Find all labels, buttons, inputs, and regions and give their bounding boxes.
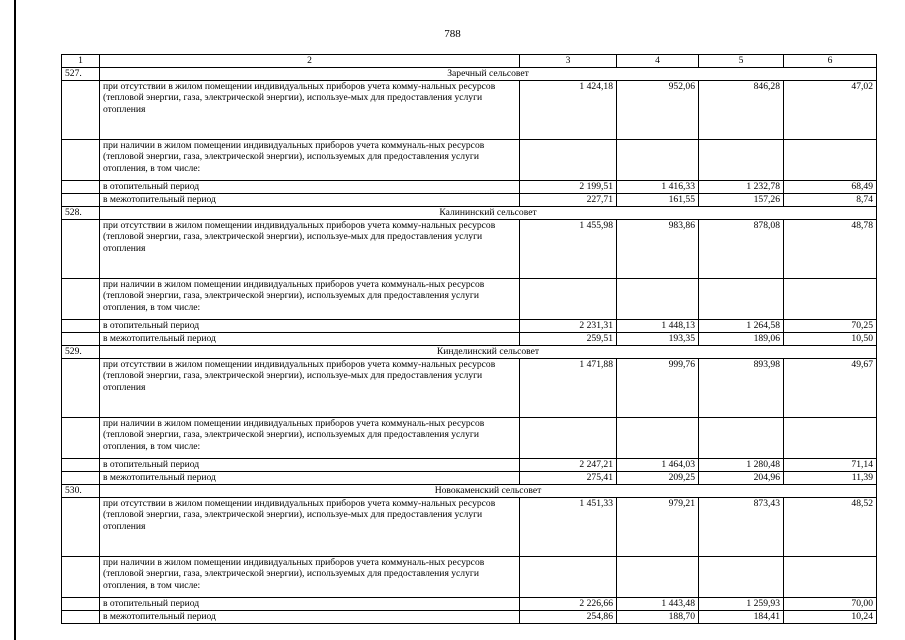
table-row (62, 498, 877, 557)
value-cell-c6: 48,52 (784, 498, 877, 557)
row-description: в межотопительный период (100, 472, 520, 485)
column-header: 5 (699, 55, 784, 68)
column-header-row (62, 55, 877, 68)
row-description: при наличии в жилом помещении индивидуальных приборов учета коммуналь-ных ресурсов (тепловой энергии, газа, электрической энергии), используемых для предоставления услуги отопления, в том числе: (100, 557, 520, 598)
value-cell-c5: 1 264,58 (699, 320, 784, 333)
value-cell-c3: 2 199,51 (520, 181, 617, 194)
value-cell-c6: 70,25 (784, 320, 877, 333)
row-description: при отсутствии в жилом помещении индивидуальных приборов учета комму-нальных ресурсов (тепловой энергии, газа, электрической энергии), используе-мых для предоставления услуги отопления (100, 359, 520, 418)
value-cell-c3 (520, 418, 617, 459)
value-cell-c3: 2 226,66 (520, 598, 617, 611)
row-description: в межотопительный период (100, 194, 520, 207)
value-cell-c4: 979,21 (617, 498, 699, 557)
value-cell-c3 (520, 557, 617, 598)
value-cell-c3: 2 247,21 (520, 459, 617, 472)
value-cell-c6 (784, 557, 877, 598)
value-cell-c4: 1 416,33 (617, 181, 699, 194)
value-cell-c6: 71,14 (784, 459, 877, 472)
tariff-table (61, 54, 877, 624)
value-cell-c6 (784, 279, 877, 320)
value-cell-c5 (699, 140, 784, 181)
value-cell-c5: 189,06 (699, 333, 784, 346)
value-cell-c6: 11,39 (784, 472, 877, 485)
empty-number-cell (62, 181, 100, 194)
column-header: 6 (784, 55, 877, 68)
empty-number-cell (62, 140, 100, 181)
empty-number-cell (62, 279, 100, 320)
value-cell-c6: 47,02 (784, 81, 877, 140)
value-cell-c3: 1 424,18 (520, 81, 617, 140)
value-cell-c5: 873,43 (699, 498, 784, 557)
value-cell-c6: 8,74 (784, 194, 877, 207)
value-cell-c5: 1 232,78 (699, 181, 784, 194)
value-cell-c5 (699, 418, 784, 459)
value-cell-c3: 1 455,98 (520, 220, 617, 279)
value-cell-c6 (784, 418, 877, 459)
value-cell-c4 (617, 279, 699, 320)
row-description: в отопительный период (100, 181, 520, 194)
section-name: Кинделинский сельсовет (100, 346, 877, 359)
value-cell-c5: 1 280,48 (699, 459, 784, 472)
row-description: при отсутствии в жилом помещении индивидуальных приборов учета комму-нальных ресурсов (тепловой энергии, газа, электрической энергии), используе-мых для предоставления услуги отопления (100, 498, 520, 557)
section-name: Новокаменский сельсовет (100, 485, 877, 498)
value-cell-c3 (520, 140, 617, 181)
section-name: Заречный сельсовет (100, 68, 877, 81)
row-description: при отсутствии в жилом помещении индивидуальных приборов учета комму-нальных ресурсов (тепловой энергии, газа, электрической энергии), используе-мых для предоставления услуги отопления (100, 81, 520, 140)
table-row (62, 598, 877, 611)
empty-number-cell (62, 418, 100, 459)
empty-number-cell (62, 333, 100, 346)
empty-number-cell (62, 81, 100, 140)
value-cell-c3: 227,71 (520, 194, 617, 207)
value-cell-c5: 204,96 (699, 472, 784, 485)
table-row (62, 220, 877, 279)
value-cell-c4: 209,25 (617, 472, 699, 485)
table-row (62, 611, 877, 624)
empty-number-cell (62, 194, 100, 207)
value-cell-c4: 188,70 (617, 611, 699, 624)
value-cell-c5 (699, 279, 784, 320)
table-row (62, 140, 877, 181)
value-cell-c3: 1 451,33 (520, 498, 617, 557)
value-cell-c3: 259,51 (520, 333, 617, 346)
row-description: в отопительный период (100, 598, 520, 611)
row-description: при наличии в жилом помещении индивидуальных приборов учета коммуналь-ных ресурсов (тепловой энергии, газа, электрической энергии), используемых для предоставления услуги отопления, в том числе: (100, 140, 520, 181)
value-cell-c4: 999,76 (617, 359, 699, 418)
value-cell-c4: 1 448,13 (617, 320, 699, 333)
table-row (62, 472, 877, 485)
value-cell-c4: 952,06 (617, 81, 699, 140)
value-cell-c6: 68,49 (784, 181, 877, 194)
table-row (62, 459, 877, 472)
section-row (62, 346, 877, 359)
value-cell-c4: 1 464,03 (617, 459, 699, 472)
value-cell-c4: 161,55 (617, 194, 699, 207)
empty-number-cell (62, 598, 100, 611)
empty-number-cell (62, 472, 100, 485)
table-row (62, 181, 877, 194)
section-row (62, 207, 877, 220)
value-cell-c3: 275,41 (520, 472, 617, 485)
value-cell-c6 (784, 140, 877, 181)
column-header: 3 (520, 55, 617, 68)
value-cell-c6: 70,00 (784, 598, 877, 611)
value-cell-c4 (617, 418, 699, 459)
value-cell-c6: 10,50 (784, 333, 877, 346)
row-description: при наличии в жилом помещении индивидуальных приборов учета коммуналь-ных ресурсов (тепловой энергии, газа, электрической энергии), используемых для предоставления услуги отопления, в том числе: (100, 418, 520, 459)
value-cell-c5: 184,41 (699, 611, 784, 624)
value-cell-c4 (617, 140, 699, 181)
section-name: Калининский сельсовет (100, 207, 877, 220)
empty-number-cell (62, 459, 100, 472)
table-row (62, 418, 877, 459)
column-header: 2 (100, 55, 520, 68)
table-row (62, 320, 877, 333)
row-description: в отопительный период (100, 320, 520, 333)
value-cell-c6: 48,78 (784, 220, 877, 279)
section-number: 530. (62, 485, 100, 498)
value-cell-c5: 846,28 (699, 81, 784, 140)
section-number: 527. (62, 68, 100, 81)
table-row (62, 81, 877, 140)
value-cell-c4: 1 443,48 (617, 598, 699, 611)
value-cell-c4: 193,35 (617, 333, 699, 346)
scan-left-edge (14, 0, 16, 640)
value-cell-c6: 10,24 (784, 611, 877, 624)
row-description: в межотопительный период (100, 333, 520, 346)
page-number: 788 (444, 28, 461, 40)
table-row (62, 333, 877, 346)
empty-number-cell (62, 359, 100, 418)
section-row (62, 485, 877, 498)
value-cell-c3: 254,86 (520, 611, 617, 624)
value-cell-c5: 878,08 (699, 220, 784, 279)
value-cell-c4: 983,86 (617, 220, 699, 279)
section-number: 529. (62, 346, 100, 359)
value-cell-c5: 893,98 (699, 359, 784, 418)
section-row (62, 68, 877, 81)
value-cell-c5 (699, 557, 784, 598)
value-cell-c4 (617, 557, 699, 598)
empty-number-cell (62, 557, 100, 598)
section-number: 528. (62, 207, 100, 220)
table-row (62, 557, 877, 598)
row-description: при наличии в жилом помещении индивидуальных приборов учета коммуналь-ных ресурсов (тепловой энергии, газа, электрической энергии), используемых для предоставления услуги отопления, в том числе: (100, 279, 520, 320)
empty-number-cell (62, 498, 100, 557)
empty-number-cell (62, 320, 100, 333)
row-description: в отопительный период (100, 459, 520, 472)
value-cell-c5: 157,26 (699, 194, 784, 207)
table-row (62, 359, 877, 418)
empty-number-cell (62, 611, 100, 624)
empty-number-cell (62, 220, 100, 279)
row-description: в межотопительный период (100, 611, 520, 624)
table-row (62, 194, 877, 207)
column-header: 1 (62, 55, 100, 68)
column-header: 4 (617, 55, 699, 68)
row-description: при отсутствии в жилом помещении индивидуальных приборов учета комму-нальных ресурсов (тепловой энергии, газа, электрической энергии), используе-мых для предоставления услуги отопления (100, 220, 520, 279)
value-cell-c3: 2 231,31 (520, 320, 617, 333)
value-cell-c5: 1 259,93 (699, 598, 784, 611)
value-cell-c6: 49,67 (784, 359, 877, 418)
value-cell-c3: 1 471,88 (520, 359, 617, 418)
table-row (62, 279, 877, 320)
value-cell-c3 (520, 279, 617, 320)
